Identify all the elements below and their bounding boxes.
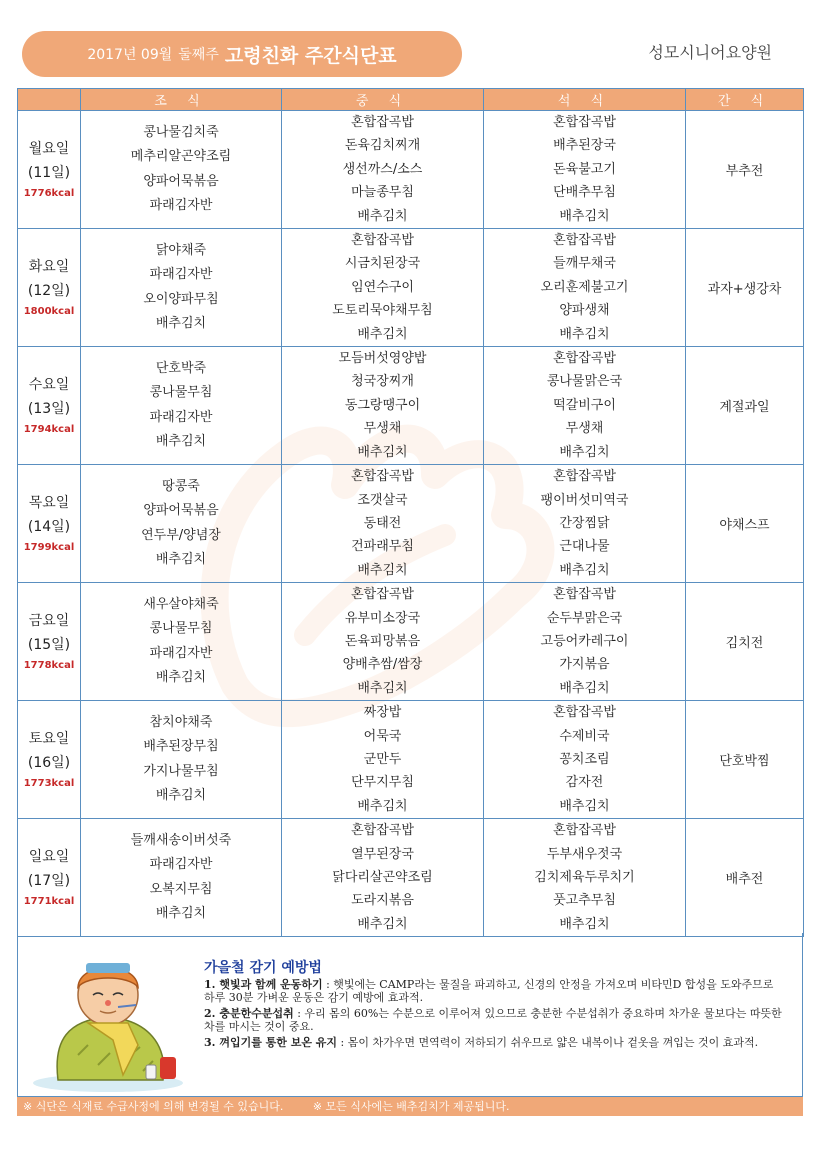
dish-item: 감자전 (565, 775, 604, 791)
dish-item: 혼합잡곡밥 (553, 587, 616, 603)
dish-item: 간장찜닭 (559, 515, 610, 531)
lunch-cell (282, 465, 484, 583)
header-breakfast: 조 식 (81, 89, 282, 111)
dish-item: 혼합잡곡밥 (553, 469, 616, 485)
dish-item: 배추김치 (155, 788, 207, 804)
day-cell (18, 819, 81, 937)
tip-1-body: : 햇빛에는 CAMP라는 물질을 파괴하고, 신경의 안정을 가져오며 비타민D 합성을 도와주므로 하루 30분 가벼운 운동은 감기 예방에 효과적. (204, 978, 774, 1004)
day-date: (11일) (27, 164, 71, 181)
dish-item: 군만두 (363, 751, 402, 767)
dish-item: 참치야채죽 (149, 714, 213, 730)
dish-item: 두부새우젓국 (546, 846, 623, 862)
footer-notice (17, 1097, 803, 1116)
dish-item: 떡갈비구이 (553, 397, 616, 413)
dish-item: 메추리알곤약조림 (130, 149, 232, 165)
day-date: (16일) (27, 754, 71, 771)
dish-item: 배추김치 (357, 798, 408, 814)
dish-item: 새우살야채죽 (143, 596, 219, 612)
dish-item: 혼합잡곡밥 (351, 823, 414, 839)
snack-cell: 배추전 (686, 819, 804, 937)
day-row (18, 701, 804, 819)
dish-item: 시금치된장국 (344, 256, 421, 272)
dish-item: 모듬버섯영양밥 (338, 351, 427, 367)
dish-item: 배추김치 (559, 208, 610, 224)
title-week: 둘째주 (178, 47, 219, 63)
dish-item: 동그랑땡구이 (344, 397, 421, 413)
snack-cell: 단호박찜 (686, 701, 804, 819)
day-cell (18, 701, 81, 819)
dish-item: 양파어묵볶음 (143, 173, 219, 189)
dish-item: 양파어묵볶음 (143, 503, 219, 519)
dinner-list (484, 347, 685, 464)
lunch-cell (282, 701, 484, 819)
lunch-list (282, 819, 483, 936)
dish-item: 혼합잡곡밥 (553, 351, 616, 367)
dish-item: 배추김치 (155, 906, 207, 922)
breakfast-list (81, 829, 281, 927)
day-kcal: 1778kcal (23, 659, 75, 671)
dish-item: 혼합잡곡밥 (351, 469, 414, 485)
day-cell (18, 583, 81, 701)
dish-item: 파래김자반 (149, 857, 213, 873)
dinner-cell (484, 583, 686, 701)
day-name: 금요일 (28, 612, 70, 629)
dish-item: 배추김치 (357, 326, 408, 342)
breakfast-cell (81, 111, 282, 229)
dish-item: 배추김치 (155, 552, 207, 568)
dish-item: 파래김자반 (149, 645, 213, 661)
dish-item: 동태전 (363, 515, 402, 531)
day-kcal: 1794kcal (23, 423, 75, 435)
dish-item: 배추김치 (559, 444, 610, 460)
day-name: 목요일 (28, 494, 70, 511)
breakfast-list (81, 239, 281, 337)
dish-item: 양배추쌈/쌈장 (342, 657, 423, 673)
day-date: (13일) (27, 400, 71, 417)
dish-item: 임연수구이 (351, 279, 414, 295)
dish-item: 배추김치 (357, 562, 408, 578)
dish-item: 배추김치 (559, 798, 610, 814)
lunch-list (282, 111, 483, 228)
dinner-cell (484, 111, 686, 229)
breakfast-list (81, 357, 281, 455)
dish-item: 도토리묵야채무침 (332, 303, 433, 319)
dish-item: 배추김치 (155, 316, 207, 332)
lunch-list (282, 583, 483, 700)
dish-item: 배추김치 (559, 326, 610, 342)
day-name: 토요일 (28, 730, 70, 747)
dish-item: 조갯살국 (357, 492, 408, 508)
dish-item: 연두부/양념장 (141, 527, 221, 543)
title-banner (22, 31, 462, 77)
dish-item: 콩나물무침 (149, 621, 213, 637)
footer-note-1: ※ 식단은 식재료 수급사정에 의해 변경될 수 있습니다. (23, 1100, 284, 1113)
day-name: 화요일 (28, 258, 70, 275)
dish-item: 콩나물맑은국 (546, 374, 623, 390)
dish-item: 배추김치 (559, 562, 610, 578)
dish-item: 단호박죽 (155, 360, 207, 376)
dish-item: 오이양파무침 (143, 291, 219, 307)
dish-item: 혼합잡곡밥 (351, 587, 414, 603)
tip-2-head: 2. 충분한수분섭취 (204, 1007, 294, 1020)
dish-item: 배추김치 (559, 916, 610, 932)
breakfast-list (81, 593, 281, 691)
tip-item-1 (204, 979, 784, 1004)
sick-person-illustration (28, 945, 193, 1095)
dish-item: 단배추무침 (553, 185, 616, 201)
dish-item: 무생채 (565, 421, 604, 437)
dish-item: 파래김자반 (149, 409, 213, 425)
day-kcal: 1800kcal (23, 305, 75, 317)
tip-1-head: 1. 햇빛과 함께 운동하기 (204, 978, 323, 991)
dish-item: 콩나물김치죽 (143, 124, 219, 140)
dinner-cell (484, 819, 686, 937)
day-cell (18, 347, 81, 465)
dish-item: 고등어카레구이 (540, 633, 629, 649)
day-kcal: 1776kcal (23, 187, 75, 199)
day-row (18, 111, 804, 229)
dish-item: 생선까스/소스 (342, 161, 423, 177)
dish-item: 배추김치 (357, 680, 408, 696)
title-year-month: 2017년 09월 (87, 47, 173, 63)
dish-item: 단무지무침 (351, 775, 414, 791)
dish-item: 콩나물무침 (149, 385, 213, 401)
day-name: 수요일 (28, 376, 70, 393)
dish-item: 꽁치조림 (559, 751, 610, 767)
dish-item: 어묵국 (363, 728, 402, 744)
dish-item: 혼합잡곡밥 (553, 115, 616, 130)
dish-item: 배추김치 (357, 444, 408, 460)
header-snack: 간 식 (686, 89, 804, 111)
dish-item: 배추김치 (155, 670, 207, 686)
lunch-cell (282, 583, 484, 701)
dinner-cell (484, 465, 686, 583)
header-dinner: 석 식 (484, 89, 686, 111)
day-kcal: 1773kcal (23, 777, 75, 789)
dish-item: 혼합잡곡밥 (553, 705, 616, 721)
dinner-cell (484, 347, 686, 465)
lunch-list (282, 465, 483, 582)
breakfast-cell (81, 583, 282, 701)
dinner-list (484, 701, 685, 818)
menu-header-row (18, 89, 804, 111)
breakfast-cell (81, 229, 282, 347)
dish-item: 배추된장국 (553, 138, 616, 154)
dish-item: 김치제육두루치기 (534, 870, 635, 885)
dish-item: 수제비국 (559, 728, 610, 744)
tip-item-3 (204, 1037, 784, 1050)
dinner-list (484, 819, 685, 936)
dish-item: 청국장찌개 (351, 374, 414, 390)
snack-cell: 계절과일 (686, 347, 804, 465)
breakfast-cell (81, 701, 282, 819)
menu-table (17, 88, 804, 937)
dinner-list (484, 465, 685, 582)
dish-item: 도라지볶음 (351, 893, 414, 909)
dinner-cell (484, 701, 686, 819)
snack-cell: 부추전 (686, 111, 804, 229)
dish-item: 배추된장무침 (143, 739, 219, 755)
dish-item: 들깨무채국 (553, 256, 616, 272)
dish-item: 근대나물 (559, 539, 610, 555)
header-lunch: 중 식 (282, 89, 484, 111)
breakfast-list (81, 475, 281, 573)
snack-cell: 야채스프 (686, 465, 804, 583)
tip-3-body: : 몸이 차가우면 면역력이 저하되기 쉬우므로 얇은 내복이나 겉옷을 껴입는 것이 효과적. (337, 1036, 759, 1049)
dish-item: 혼합잡곡밥 (351, 233, 414, 249)
lunch-list (282, 347, 483, 464)
tip-item-2 (204, 1008, 784, 1033)
day-kcal: 1771kcal (23, 895, 75, 907)
dish-item: 혼합잡곡밥 (351, 115, 414, 130)
dish-item: 배추김치 (357, 208, 408, 224)
dinner-cell (484, 229, 686, 347)
facility-name: 성모시니어요양원 (648, 43, 772, 62)
dish-item: 돈육피망볶음 (344, 633, 421, 649)
dish-item: 양파생채 (559, 303, 610, 319)
dish-item: 짜장밥 (363, 705, 402, 721)
dish-item: 건파래무침 (351, 539, 414, 555)
day-date: (14일) (27, 518, 71, 535)
snack-cell: 과자+생강차 (686, 229, 804, 347)
lunch-list (282, 701, 483, 818)
day-cell (18, 111, 81, 229)
day-date: (15일) (27, 636, 71, 653)
breakfast-cell (81, 347, 282, 465)
dish-item: 유부미소장국 (344, 610, 421, 626)
dish-item: 배추김치 (155, 434, 207, 450)
day-row (18, 583, 804, 701)
lunch-cell (282, 347, 484, 465)
dish-item: 배추김치 (357, 916, 408, 932)
snack-cell: 김치전 (686, 583, 804, 701)
dish-item: 오리훈제불고기 (540, 279, 629, 295)
breakfast-list (81, 121, 281, 219)
day-row (18, 347, 804, 465)
day-kcal: 1799kcal (23, 541, 75, 553)
dish-item: 무생채 (363, 421, 402, 437)
tip-box (17, 933, 803, 1097)
dish-item: 파래김자반 (149, 198, 213, 214)
dish-item: 닭다리살곤약조림 (332, 870, 433, 885)
breakfast-list (81, 711, 281, 809)
footer-note-2: ※ 모든 식사에는 배추김치가 제공됩니다. (312, 1100, 510, 1113)
dish-item: 마늘종무침 (351, 185, 414, 201)
day-row (18, 465, 804, 583)
dish-item: 풋고추무침 (553, 893, 616, 909)
lunch-cell (282, 819, 484, 937)
day-row (18, 229, 804, 347)
day-name: 월요일 (28, 140, 70, 157)
dish-item: 가지나물무침 (143, 763, 219, 779)
breakfast-cell (81, 819, 282, 937)
tip-2-body: : 우리 몸의 60%는 수분으로 이루어져 있으므로 충분한 수분섭취가 중요하며 차가운 물보다는 따뜻한 차를 마시는 것이 중요. (204, 1007, 782, 1033)
lunch-cell (282, 229, 484, 347)
day-row (18, 819, 804, 937)
lunch-cell (282, 111, 484, 229)
day-name: 일요일 (28, 848, 70, 865)
dish-item: 팽이버섯미역국 (540, 492, 629, 508)
dish-item: 열무된장국 (351, 846, 414, 862)
dish-item: 혼합잡곡밥 (553, 823, 616, 839)
dinner-list (484, 229, 685, 346)
dish-item: 배추김치 (559, 680, 610, 696)
dish-item: 오복지무침 (149, 881, 213, 897)
day-cell (18, 229, 81, 347)
tip-3-head: 3. 껴입기를 통한 보온 유지 (204, 1036, 338, 1049)
dish-item: 파래김자반 (149, 267, 213, 283)
dish-item: 혼합잡곡밥 (553, 233, 616, 249)
dish-item: 가지볶음 (559, 657, 610, 673)
day-date: (17일) (27, 872, 71, 889)
day-date: (12일) (27, 282, 71, 299)
day-cell (18, 465, 81, 583)
dish-item: 들깨새송이버섯죽 (130, 832, 232, 848)
dinner-list (484, 583, 685, 700)
header-corner (18, 89, 81, 111)
dish-item: 돈육김치찌개 (344, 138, 421, 154)
tip-title: 가을철 감기 예방법 (204, 960, 322, 976)
dish-item: 돈육불고기 (553, 161, 616, 177)
breakfast-cell (81, 465, 282, 583)
page-title: 고령친화 주간식단표 (224, 44, 397, 67)
dinner-list (484, 111, 685, 228)
lunch-list (282, 229, 483, 346)
dish-item: 닭야채죽 (155, 242, 207, 258)
dish-item: 땅콩죽 (162, 478, 200, 494)
dish-item: 순두부맑은국 (546, 610, 623, 626)
